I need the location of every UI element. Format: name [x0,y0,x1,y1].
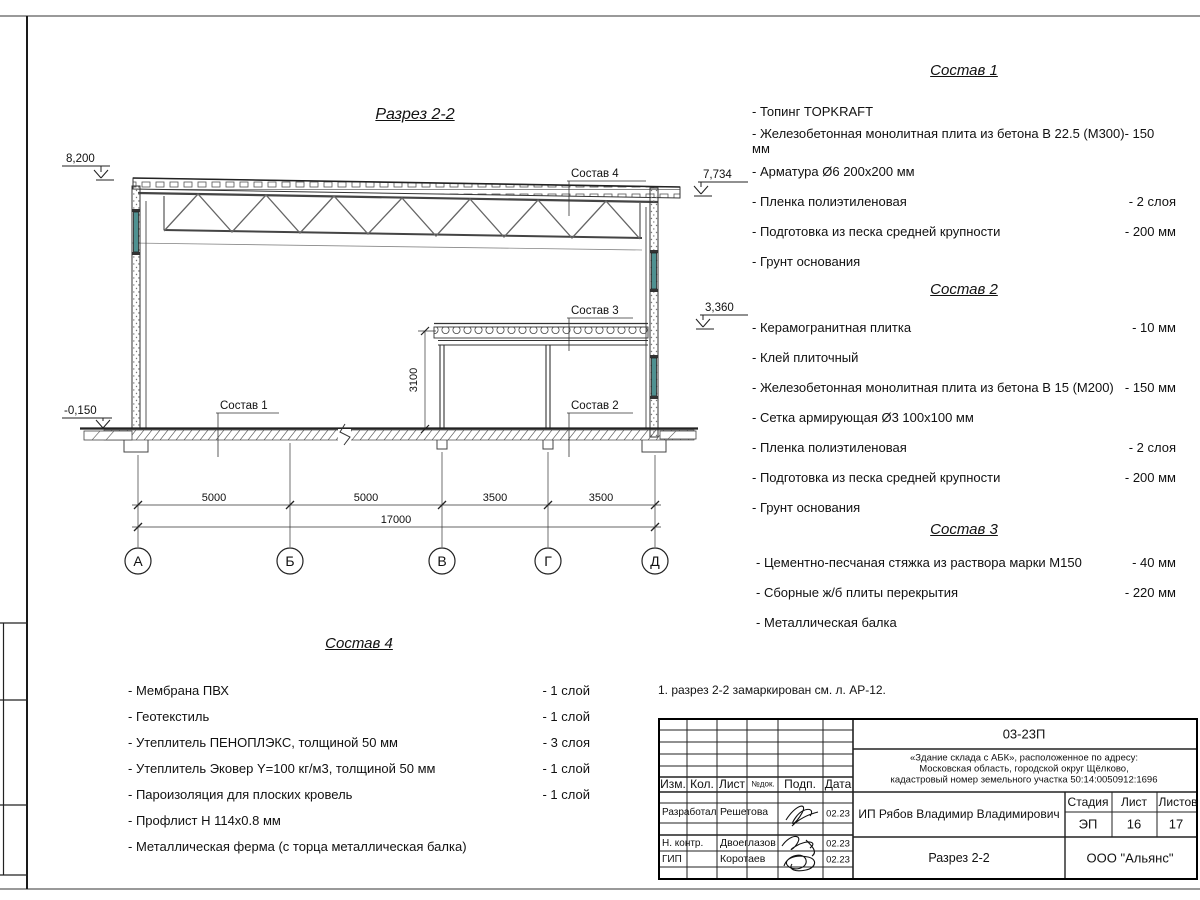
tb-address-line1: «Здание склада с АБК», расположенное по адресу: [910,752,1138,764]
elevation-mark-roof-right [694,182,748,196]
list-item: - Цементно-песчаная стяжка из раствора марки М150 - 40 мм [756,554,1176,570]
titleblock [658,718,1198,880]
signatures [782,806,818,871]
tb-row2-role: Н. контр. [662,838,704,849]
sostav3-list [756,547,1176,637]
tb-address-line2: Московская область, городской округ Щёлково, [919,763,1129,775]
right-wall-window-lower [652,358,657,396]
axis-label-2: Б [285,553,295,569]
tb-company: ООО "Альянс" [1086,850,1174,866]
list-item: - Пароизоляция для плоских кровель - 1 слой [128,786,590,802]
list-item: - Профлист Н 114х0.8 мм [128,812,281,828]
tb-col-kol: Кол. [690,777,714,791]
drawing-title: Разрез 2-2 [375,106,455,123]
list-item: - Мембрана ПВХ - 1 слой [128,682,590,698]
sostav4-heading: Состав 4 [325,635,393,652]
tb-row2-name: Двоеглазов [720,837,776,849]
elevation-mezzanine-value: 3,360 [705,302,734,314]
tb-col-izm: Изм. [660,777,686,791]
list-item: - Арматура Ø6 200х200 мм [752,163,915,179]
list-item: - Утеплитель Эковер Y=100 кг/м3, толщиной 50 мм - 1 слой [128,760,590,776]
list-item: - Подготовка из песка средней крупности - 200 мм [752,469,1176,485]
svg-text:Состав 2: Состав 2 [571,400,619,412]
axis-label-4: Г [544,553,552,569]
list-item: - Утеплитель ПЕНОПЛЭКС, толщиной 50 мм - 3 слоя [128,734,590,750]
tb-client: ИП Рябов Владимир Владимирович [858,807,1060,821]
sostav1-heading: Состав 1 [930,62,998,79]
ground-floor [80,424,698,445]
list-item: - Керамогранитная плитка - 10 мм [752,319,1176,335]
tb-drawing-name: Разрез 2-2 [928,851,990,865]
axis-label-5: Д [650,553,660,569]
tb-col-list: Лист [718,777,746,791]
list-item: - Железобетонная монолитная плита из бетона В 15 (М200) - 150 мм [752,379,1176,395]
svg-text:Состав 4: Состав 4 [571,168,619,180]
tb-list-label: Лист [1120,795,1148,809]
sostav1-list [752,96,1176,276]
list-item: - Металлическая ферма (с торца металлическая балка) [128,838,467,854]
sostav3-heading: Состав 3 [930,521,998,538]
tb-sheets-total: 17 [1168,816,1184,832]
sostav2-heading: Состав 2 [930,281,998,298]
tb-row3-date: 02.23 [826,854,850,866]
list-item: - Топинг TOPKRAFT [752,103,874,119]
list-item: - Геотекстиль - 1 слой [128,708,590,724]
dim-span4: 3500 [588,492,614,504]
axis-label-3: В [437,553,447,569]
tb-col-data: Дата [824,777,852,791]
list-item: - Пленка полиэтиленовая - 2 слоя [752,439,1176,455]
elevation-roof-right-value: 7,734 [703,169,732,181]
dim-span1: 5000 [201,492,227,504]
list-item: - Подготовка из песка средней крупности - 200 мм [752,223,1176,239]
svg-text:Состав 3: Состав 3 [571,305,619,317]
elevation-mark-floor [62,418,112,428]
list-item: - Сетка армирующая Ø3 100х100 мм [752,409,974,425]
dim-span3: 3500 [482,492,508,504]
list-item: - Грунт основания [752,253,861,269]
elevation-mark-mezzanine [696,315,748,329]
tb-row2-date: 02.23 [826,838,850,850]
list-item: - Металлическая балка [756,614,897,630]
tb-row1-name: Решетова [720,806,769,818]
tb-doc-code: 03-23П [1002,726,1046,742]
tb-row1-role: Разработал [662,807,717,818]
list-item: - Железобетонная монолитная плита из бетона В 22.5 (М300)- 150 мм [752,126,1155,156]
dimension-mezz-height [408,327,436,433]
tb-row3-name: Коротаев [720,853,766,865]
elevation-roof-left-value: 8,200 [66,153,95,165]
svg-text:Состав 1: Состав 1 [220,400,268,412]
sheet-note: 1. разрез 2-2 замаркирован см. л. АР-12. [658,683,886,697]
tb-stage-value: ЭП [1078,816,1098,832]
tb-col-ndoc: №док. [751,779,775,789]
right-wall-window-upper [652,253,657,289]
svg-text:3100: 3100 [408,367,420,393]
axis-bubbles [125,548,668,574]
tb-row1-date: 02.23 [826,808,850,820]
list-item: - Клей плиточный [752,349,859,365]
sheet-bottom-border [0,888,1200,890]
foundations [124,440,666,452]
elevation-mark-roof-left [62,166,114,180]
tb-sheet-number: 16 [1126,816,1142,832]
section-drawing [0,0,760,620]
tb-stage-label: Стадия [1067,795,1109,809]
left-wall-window [134,212,139,252]
list-item: - Сборные ж/б плиты перекрытия - 220 мм [756,584,1176,600]
right-wall [646,188,658,437]
list-item: - Пленка полиэтиленовая - 2 слоя [752,193,1176,209]
elevation-floor-value: -0,150 [64,405,97,417]
sostav2-list [752,312,1176,522]
tb-row3-role: ГИП [662,854,682,865]
tb-listov-label: Листов [1158,795,1198,809]
roof-truss [132,193,658,250]
axis-label-1: А [133,553,143,569]
tb-col-podp: Подп. [784,777,816,791]
sostav4-list [128,677,590,859]
dim-span2: 5000 [353,492,379,504]
left-edge-stamp [0,610,28,890]
list-item: - Грунт основания [752,499,861,515]
left-wall [132,186,147,428]
tb-address-line3: кадастровый номер земельного участка 50:14:0050912:1696 [890,774,1158,786]
dim-total: 17000 [380,514,412,526]
